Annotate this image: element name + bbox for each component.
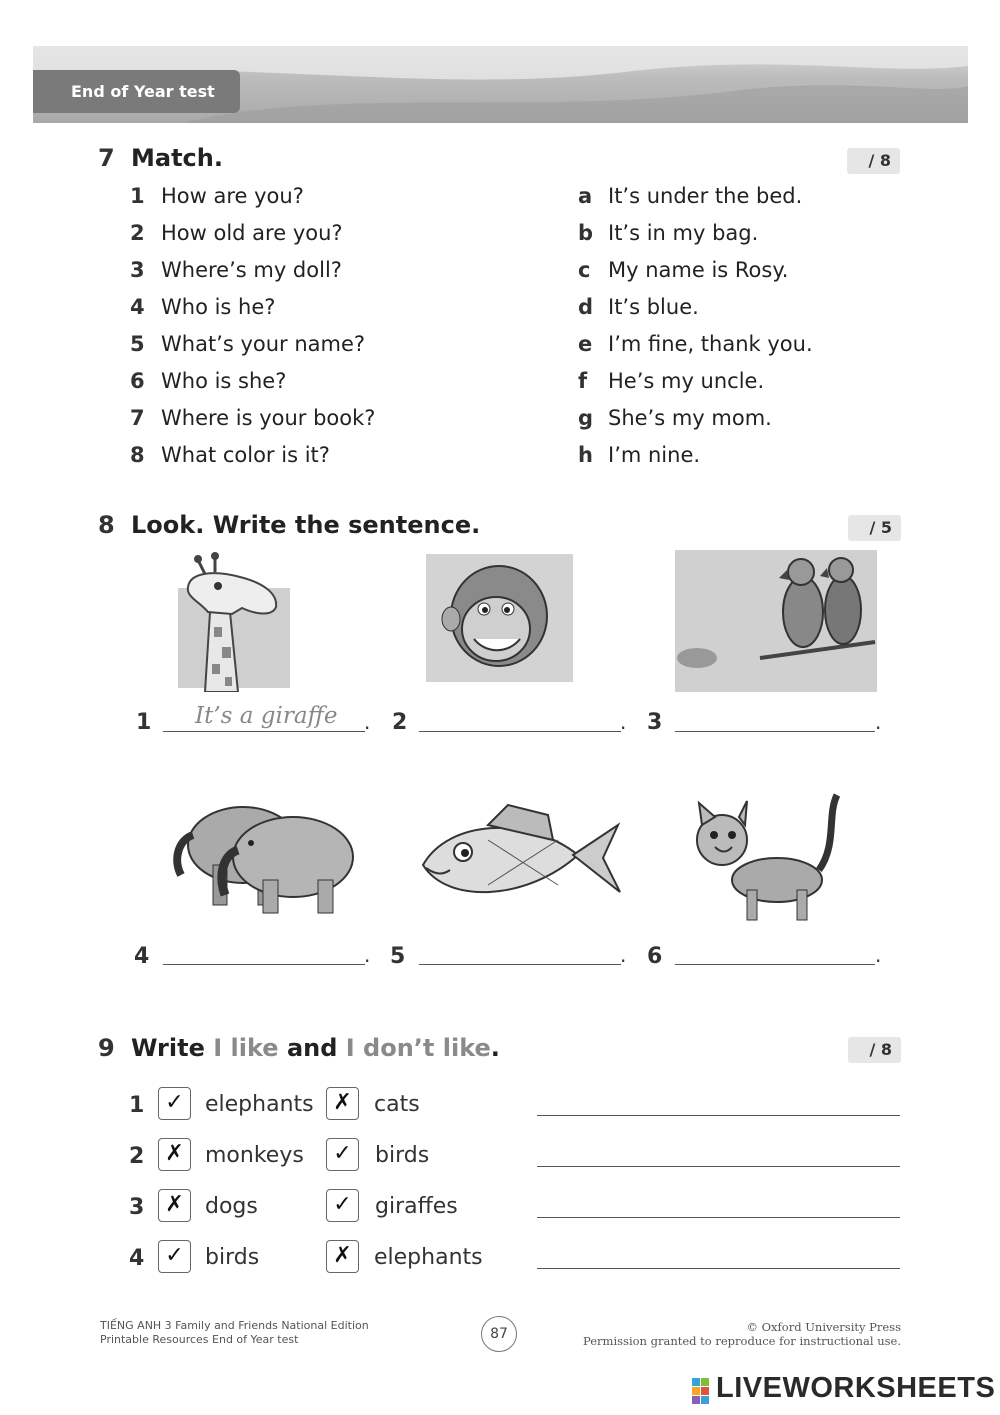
question-text: Where’s my doll? [161,258,342,282]
cross-mark-box: ✗ [158,1189,191,1222]
footer-left [100,1319,369,1347]
question-number: 5 [130,332,145,356]
cross-mark-box: ✗ [158,1138,191,1171]
answer-line[interactable] [537,1268,900,1269]
answer-line[interactable] [537,1217,900,1218]
like-row-number: 1 [129,1093,145,1118]
question-number: 6 [130,369,145,393]
answer-letter: f [578,369,588,393]
answer-text: I’m nine. [608,443,701,467]
animal-word: monkeys [205,1143,304,1168]
like-row-number: 2 [129,1144,145,1169]
question-text: What color is it? [161,443,330,467]
line-period: . [620,710,627,734]
question-number: 4 [130,295,145,319]
answer-text: It’s under the bed. [608,184,803,208]
match-question [130,437,375,474]
match-question [130,178,375,215]
footer-resource-name: Printable Resources End of Year test [100,1333,299,1346]
match-answer[interactable] [578,289,813,326]
line-period: . [875,710,882,734]
question-number: 2 [130,221,145,245]
animal-word: giraffes [375,1194,458,1219]
footer-right [560,1320,901,1348]
answer-letter: d [578,295,594,319]
question-number: 7 [130,406,145,430]
answer-text: It’s in my bag. [608,221,759,245]
write-item-number: 5 [390,944,406,969]
question-text: Who is he? [161,295,276,319]
like-row-number: 4 [129,1246,145,1271]
match-answer[interactable] [578,400,813,437]
line-period: . [875,943,882,967]
footer-permission: Permission granted to reproduce for instructional use. [583,1334,901,1348]
match-question [130,252,375,289]
answer-line[interactable] [163,964,365,965]
match-questions-list [130,178,375,474]
answer-line[interactable] [419,731,621,732]
like-row-number: 3 [129,1195,145,1220]
question-text: How old are you? [161,221,343,245]
section-8-number: 8 [98,511,115,539]
answer-text: It’s blue. [608,295,699,319]
page-number: 87 [481,1316,517,1352]
match-answer[interactable] [578,437,813,474]
match-answer[interactable] [578,252,813,289]
answer-text: He’s my uncle. [608,369,765,393]
answer-line[interactable] [675,964,875,965]
write-item-number: 1 [136,710,152,735]
section-7-title: Match. [131,144,223,172]
answer-line[interactable] [163,731,365,732]
section-7-number: 7 [98,144,115,172]
question-text: Where is your book? [161,406,376,430]
match-answer[interactable] [578,215,813,252]
animal-word: birds [205,1245,260,1270]
liveworksheets-logo-icon [692,1378,718,1404]
line-period: . [620,943,627,967]
title-period: . [490,1034,500,1062]
section-9-score: / 8 [848,1037,901,1063]
tick-mark-box: ✓ [326,1138,359,1171]
answer-line[interactable] [537,1115,900,1116]
question-number: 8 [130,443,145,467]
title-i-like: I like [213,1034,279,1062]
section-8-title: Look. Write the sentence. [131,511,481,539]
monkey-picture [426,554,573,682]
section-9-title [131,1034,500,1062]
match-answer[interactable] [578,363,813,400]
title-i-dont-like: I don’t like [345,1034,491,1062]
answer-letter: c [578,258,591,282]
parrots-picture [675,550,877,692]
elephants-picture [163,795,368,915]
cross-mark-box: ✗ [326,1240,359,1273]
answer-letter: a [578,184,593,208]
write-item-number: 2 [392,710,408,735]
answer-line[interactable] [419,964,621,965]
write-item-number: 3 [647,710,663,735]
question-text: Who is she? [161,369,287,393]
match-question [130,363,375,400]
answer-text: I’m fine, thank you. [608,332,813,356]
write-item-number: 6 [647,944,663,969]
answer-text: She’s my mom. [608,406,772,430]
cat-picture [677,785,877,925]
line-period: . [364,943,371,967]
test-title-tab: End of Year test [33,70,240,113]
answer-letter: h [578,443,593,467]
match-answer[interactable] [578,326,813,363]
match-question [130,289,375,326]
animal-word: elephants [205,1092,314,1117]
footer-copyright: © Oxford University Press [746,1320,901,1334]
animal-word: cats [374,1092,420,1117]
question-number: 3 [130,258,145,282]
answer-letter: g [578,406,594,430]
title-and: and [286,1034,338,1062]
question-text: What’s your name? [161,332,366,356]
answer-line[interactable] [675,731,875,732]
answer-letter: b [578,221,594,245]
footer-book-title: TIẾNG ANH 3 Family and Friends National Edition [100,1319,369,1332]
tick-mark-box: ✓ [158,1240,191,1273]
question-number: 1 [130,184,145,208]
match-answer[interactable] [578,178,813,215]
tick-mark-box: ✓ [158,1087,191,1120]
question-text: How are you? [161,184,304,208]
match-question [130,326,375,363]
answer-line[interactable] [537,1166,900,1167]
animal-word: dogs [205,1194,258,1219]
match-question [130,215,375,252]
section-8-score: / 5 [848,515,901,541]
tick-mark-box: ✓ [326,1189,359,1222]
line-period: . [364,710,371,734]
match-question [130,400,375,437]
animal-word: birds [375,1143,430,1168]
example-answer: It’s a giraffe [195,703,338,729]
match-answers-list [578,178,813,474]
title-write: Write [131,1034,205,1062]
cross-mark-box: ✗ [326,1087,359,1120]
section-9-number: 9 [98,1034,115,1062]
answer-letter: e [578,332,593,356]
fish-picture [418,800,623,912]
write-item-number: 4 [134,944,150,969]
answer-text: My name is Rosy. [608,258,789,282]
section-7-score: / 8 [847,148,900,174]
giraffe-picture [160,552,295,692]
animal-word: elephants [374,1245,483,1270]
liveworksheets-brand[interactable]: LIVEWORKSHEETS [716,1372,996,1404]
